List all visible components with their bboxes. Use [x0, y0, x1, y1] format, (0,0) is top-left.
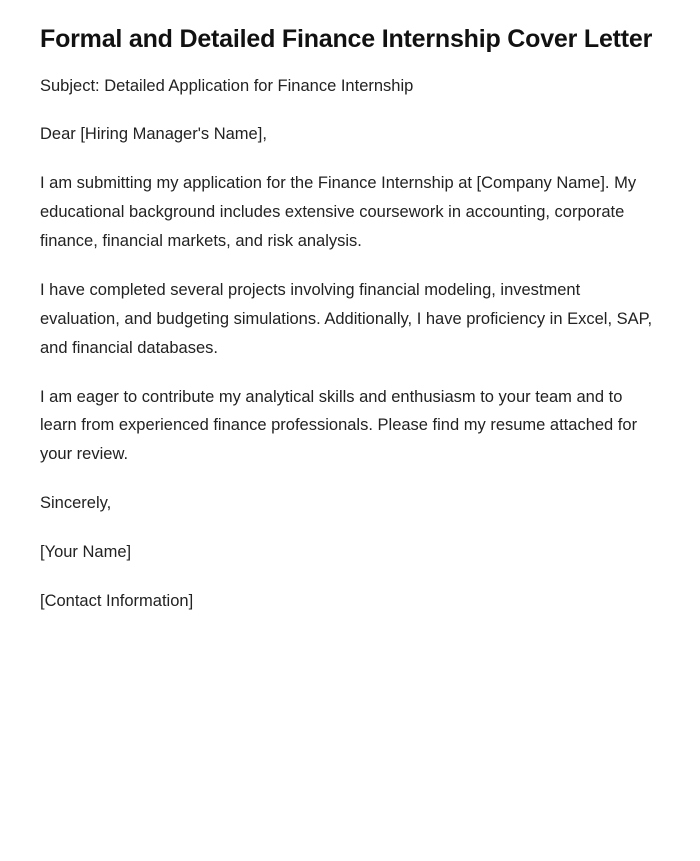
- page-title: Formal and Detailed Finance Internship Cover Letter: [40, 25, 653, 53]
- paragraph-closing-statement: I am eager to contribute my analytical skills and enthusiasm to your team and to learn from experienced finance professionals. Please find my resume attached for your review.: [40, 387, 638, 464]
- paragraph-salutation: Dear [Hiring Manager's Name],: [40, 125, 267, 144]
- paragraph-experience: I have completed several projects involving financial modeling, investment evaluation, and budgeting simulations. Additionally, I have proficiency in Excel, SAP, and financial databases.: [40, 280, 653, 357]
- paragraph-subject: Subject: Detailed Application for Finance Internship: [40, 76, 414, 95]
- document-body: [40, 72, 660, 616]
- paragraph-contact-placeholder: [Contact Information]: [40, 591, 194, 610]
- paragraph-name-placeholder: [Your Name]: [40, 543, 132, 561]
- paragraph-intro: I am submitting my application for the Finance Internship at [Company Name]. My educational background includes extensive coursework in accounting, corporate finance, financial markets, and risk analysis.: [40, 174, 637, 250]
- paragraph-signoff: Sincerely,: [40, 494, 112, 513]
